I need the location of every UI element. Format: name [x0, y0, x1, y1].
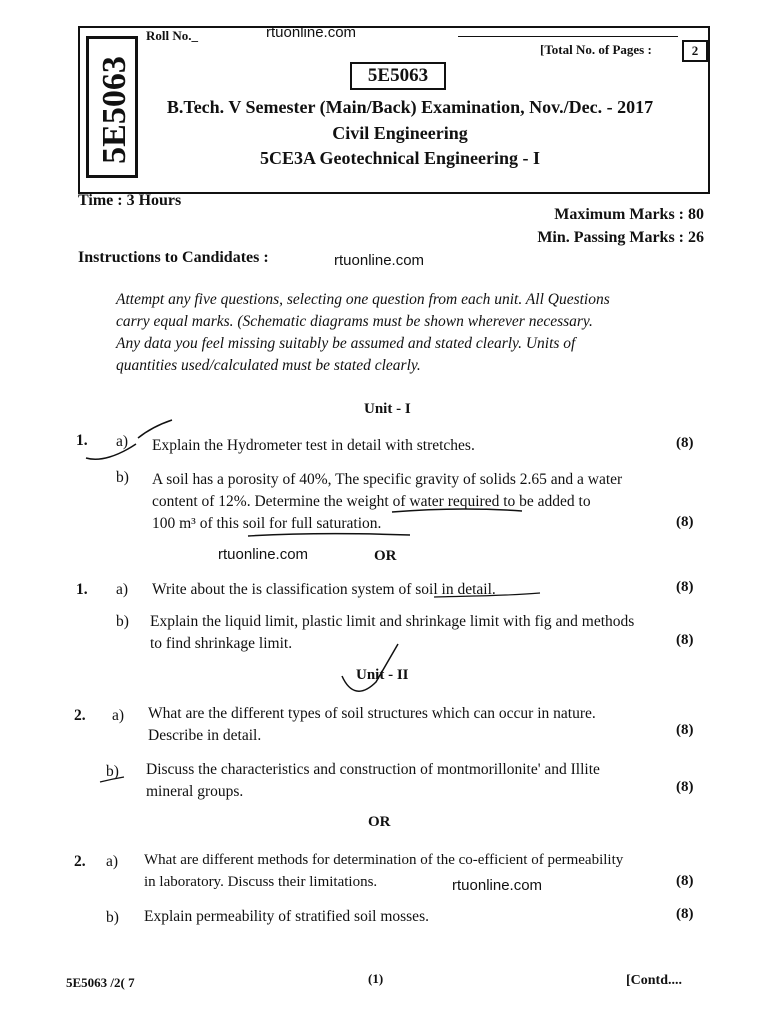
unit-1-title: Unit - I [364, 401, 411, 417]
instruction-line: carry equal marks. (Schematic diagrams must be shown wherever necessary. [116, 313, 593, 330]
q1a-part: a) [116, 433, 129, 450]
q2c-part: a) [106, 853, 119, 870]
roll-no-label: Roll No._ [146, 28, 198, 43]
q1b-line: 100 m³ of this soil for full saturation. [152, 515, 382, 532]
q1b-line: content of 12%. Determine the weight of water required to be added to [152, 493, 591, 510]
q2d-marks: (8) [676, 906, 694, 922]
q2d-part: b) [106, 909, 119, 926]
exam-line: B.Tech. V Semester (Main/Back) Examination, Nov./Dec. - 2017 [166, 97, 654, 117]
unit-2-or: OR [368, 814, 391, 830]
q2c-line: in laboratory. Discuss their limitations. [144, 874, 378, 890]
tick-q2b [100, 777, 124, 782]
q2a-line: Describe in detail. [148, 727, 262, 744]
q2a-line: What are the different types of soil structures which can occur in nature. [148, 705, 596, 722]
q2c-marks: (8) [676, 873, 694, 889]
side-code: 5E5063 [96, 56, 133, 164]
q1a-text: Explain the Hydrometer test in detail with stretches. [152, 437, 475, 454]
footer-code: 5E5063 /2( 7 [66, 975, 135, 990]
unit-1-or: OR [374, 548, 397, 564]
q2b-line: Discuss the characteristics and construction of montmorillonite' and Illite [146, 761, 600, 778]
q2a-part: a) [112, 707, 125, 724]
watermark-unit1: rtuonline.com [218, 546, 309, 563]
total-pages-value: 2 [682, 40, 708, 62]
q2c-line: What are different methods for determination of the co-efficient of permeability [144, 852, 624, 868]
q1b-line: A soil has a porosity of 40%, The specific gravity of solids 2.65 and a water [152, 471, 623, 488]
q1d-marks: (8) [676, 632, 694, 648]
total-pages-label: [Total No. of Pages : [540, 42, 652, 57]
footer-contd: [Contd.... [626, 973, 683, 988]
q1b-marks: (8) [676, 514, 694, 530]
instruction-line: Attempt any five questions, selecting one question from each unit. All Questions [116, 291, 610, 308]
subject-line: 5CE3A Geotechnical Engineering - I [260, 148, 540, 168]
time-label: Time : 3 Hours [78, 192, 182, 209]
q1a-marks: (8) [676, 435, 694, 451]
watermark-instructions: rtuonline.com [334, 252, 425, 269]
q1d-line: to find shrinkage limit. [150, 635, 293, 652]
instruction-line: quantities used/calculated must be stated clearly. [116, 357, 421, 374]
footer-page: (1) [368, 971, 384, 986]
q1c-number: 1. [76, 581, 88, 598]
unit-2-title: Unit - II [356, 667, 409, 683]
watermark-top: rtuonline.com [266, 24, 357, 41]
q1d-part: b) [116, 613, 129, 630]
q2a-marks: (8) [676, 722, 694, 738]
tick-q1a [86, 444, 136, 459]
q1c-marks: (8) [676, 579, 694, 595]
q2c-number: 2. [74, 853, 86, 870]
q2b-marks: (8) [676, 779, 694, 795]
max-marks: Maximum Marks : 80 [554, 206, 704, 223]
q1d-line: Explain the liquid limit, plastic limit and shrinkage limit with fig and methods [150, 613, 635, 630]
underline-weight [392, 509, 522, 512]
paper-code: 5E5063 [350, 62, 446, 90]
q2a-number: 2. [74, 707, 86, 724]
instruction-line: Any data you feel missing suitably be assumed and stated clearly. Units of [116, 335, 576, 352]
q2b-part: b) [106, 763, 119, 780]
underline-saturation [248, 534, 410, 536]
check-mark-unit2 [342, 644, 398, 691]
min-marks: Min. Passing Marks : 26 [537, 229, 704, 246]
q1a-number: 1. [76, 432, 88, 449]
q1c-text: Write about the is classification system of soil in detail. [152, 581, 496, 598]
underline-classification [434, 593, 540, 597]
check-mark-q1a [138, 420, 172, 438]
instructions-title: Instructions to Candidates : [78, 249, 269, 266]
q1c-part: a) [116, 581, 129, 598]
watermark-unit2: rtuonline.com [452, 877, 543, 894]
branch-line: Civil Engineering [332, 123, 468, 143]
q2d-text: Explain permeability of stratified soil mosses. [144, 908, 429, 925]
q2b-line: mineral groups. [146, 783, 244, 800]
q1b-part: b) [116, 469, 129, 486]
